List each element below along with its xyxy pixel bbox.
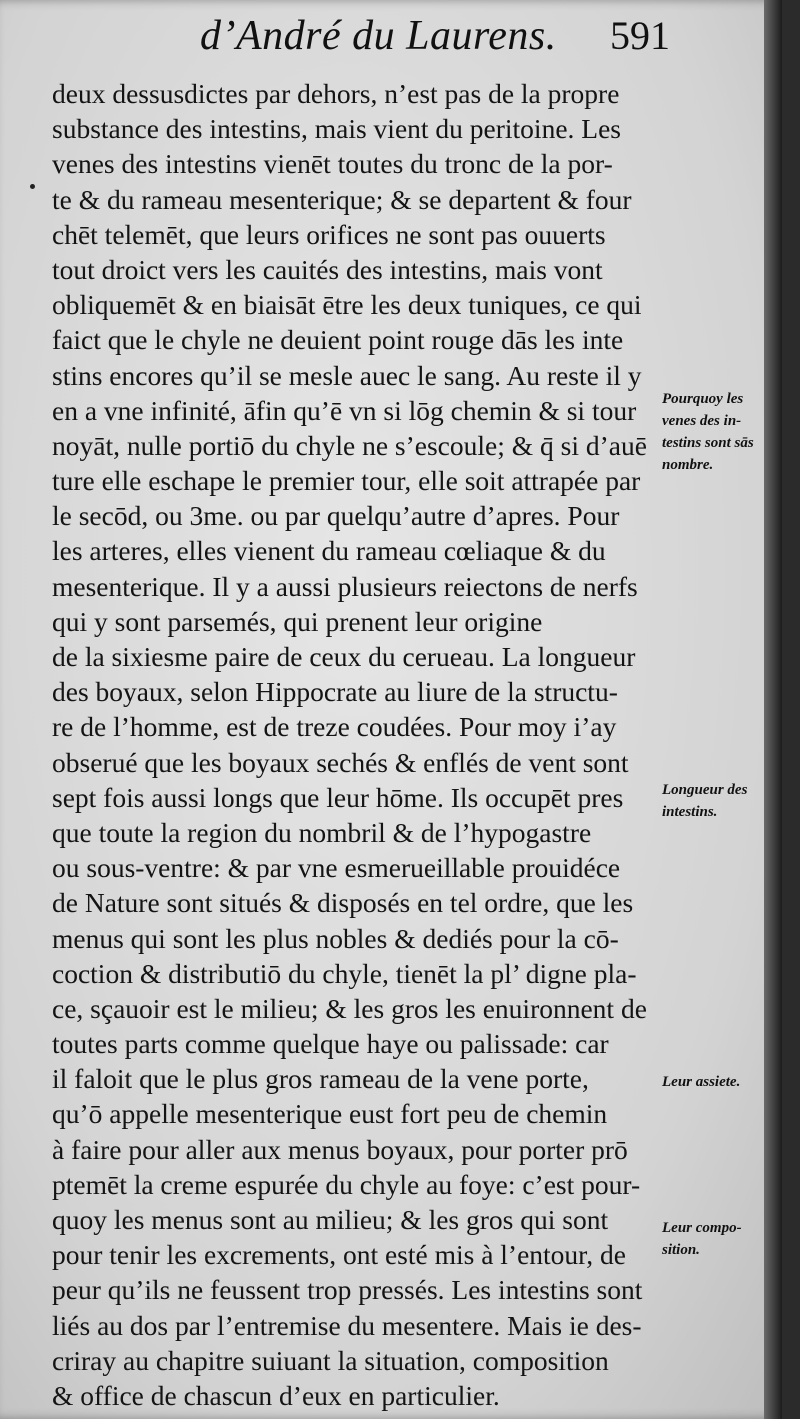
text-line: liés au dos par l’entremise du mesentere. Mais ie des- <box>52 1309 642 1341</box>
text-line: noyāt, nulle portiō du chyle ne s’escoule; & q̄ si d’auē <box>52 429 647 461</box>
text-line: obserué que les boyaux sechés & enflés de vent sont <box>52 746 629 778</box>
text-line: de Nature sont situés & disposés en tel ordre, que les <box>52 887 634 919</box>
body-text <box>52 76 672 1413</box>
margin-note-line: nombre. <box>662 457 714 473</box>
text-line: & office de chascun d’eux en particulier. <box>52 1379 500 1411</box>
text-line: venes des intestins vienēt toutes du tronc de la por- <box>52 148 613 180</box>
text-line: il faloit que le plus gros rameau de la vene porte, <box>52 1063 589 1095</box>
ink-speck <box>30 184 35 189</box>
text-line: quoy les menus sont au milieu; & les gros qui sont <box>52 1204 609 1235</box>
text-line: re de l’homme, est de treze coudées. Pour moy i’ay <box>52 711 617 743</box>
text-line: ptemēt la creme espurée du chyle au foye: c’est pour- <box>52 1168 641 1200</box>
margin-note-line: Leur compo- <box>662 1220 742 1236</box>
margin-note-line: testins sont sās <box>662 435 754 451</box>
text-line: coction & distributiō du chyle, tienēt la pl’ digne pla- <box>52 957 637 989</box>
text-line: menus qui sont les plus nobles & dediés pour la cō- <box>52 922 619 954</box>
text-line: tout droict vers les cauités des intestins, mais vont <box>52 253 603 285</box>
text-line: chēt telemēt, que leurs orifices ne sont pas ouuerts <box>52 218 606 250</box>
text-line: te & du rameau mesenterique; & se departent & four <box>52 183 632 215</box>
text-line: faict que le chyle ne deuient point rouge dās les inte <box>52 324 624 356</box>
text-line: toutes parts comme quelque haye ou palissade: car <box>52 1028 609 1060</box>
text-line: ou sous-ventre: & par vne esmerueillable prouidéce <box>52 852 621 884</box>
text-line: stins encores qu’il se mesle auec le sang. Au reste il y <box>52 359 642 391</box>
text-line: que toute la region du nombril & de l’hypogastre <box>52 816 592 848</box>
page-edge-shadow <box>764 0 782 1419</box>
margin-note-line: Leur assiete. <box>662 1074 741 1090</box>
margin-note-line: intestins. <box>662 804 718 820</box>
running-head: d’André du Laurens. <box>200 13 557 59</box>
margin-note-line: Longueur des <box>662 782 748 798</box>
text-line: en a vne infinité, āfin qu’ē vn si lōg chemin & si tour <box>52 394 637 426</box>
text-line: de la sixiesme paire de ceux du cerueau. La longueur <box>52 641 636 672</box>
text-line: obliquemēt & en biaisāt ētre les deux tuniques, ce qui <box>52 289 642 321</box>
text-line: des boyaux, selon Hippocrate au liure de la structu- <box>52 676 618 708</box>
text-line: pour tenir les excrements, ont esté mis à l’entour, de <box>52 1239 626 1271</box>
text-line: qui y sont parsemés, qui prenent leur origine <box>52 605 543 637</box>
text-line: substance des intestins, mais vient du peritoine. Les <box>52 113 621 145</box>
text-line: le secōd, ou 3me. ou par quelqu’autre d’apres. Pour <box>52 500 620 532</box>
text-line: qu’ō appelle mesenterique eust fort peu de chemin <box>52 1098 608 1130</box>
page-header <box>200 8 670 68</box>
text-line: ture elle eschape le premier tour, elle soit attrapée par <box>52 465 641 497</box>
page-number: 591 <box>610 13 670 58</box>
margin-note-line: sition. <box>662 1242 700 1258</box>
margin-note-line: Pourquoy les <box>662 391 744 407</box>
text-line: peur qu’ils ne feussent trop pressés. Les intestins sont <box>52 1274 643 1306</box>
text-line: mesenterique. Il y a aussi plusieurs reiectons de nerfs <box>52 570 638 602</box>
text-line: ce, sçauoir est le milieu; & les gros les enuironnent de <box>52 992 647 1024</box>
text-line: les arteres, elles vienent du rameau cœliaque & du <box>52 535 606 567</box>
text-line: criray au chapitre suiuant la situation, composition <box>52 1344 609 1376</box>
margin-note-line: venes des in- <box>662 413 742 429</box>
text-line: à faire pour aller aux menus boyaux, pour porter prō <box>52 1133 628 1165</box>
text-line: deux dessusdictes par dehors, n’est pas de la propre <box>52 78 620 109</box>
text-line: sept fois aussi longs que leur hōme. Ils occupēt pres <box>52 781 624 813</box>
